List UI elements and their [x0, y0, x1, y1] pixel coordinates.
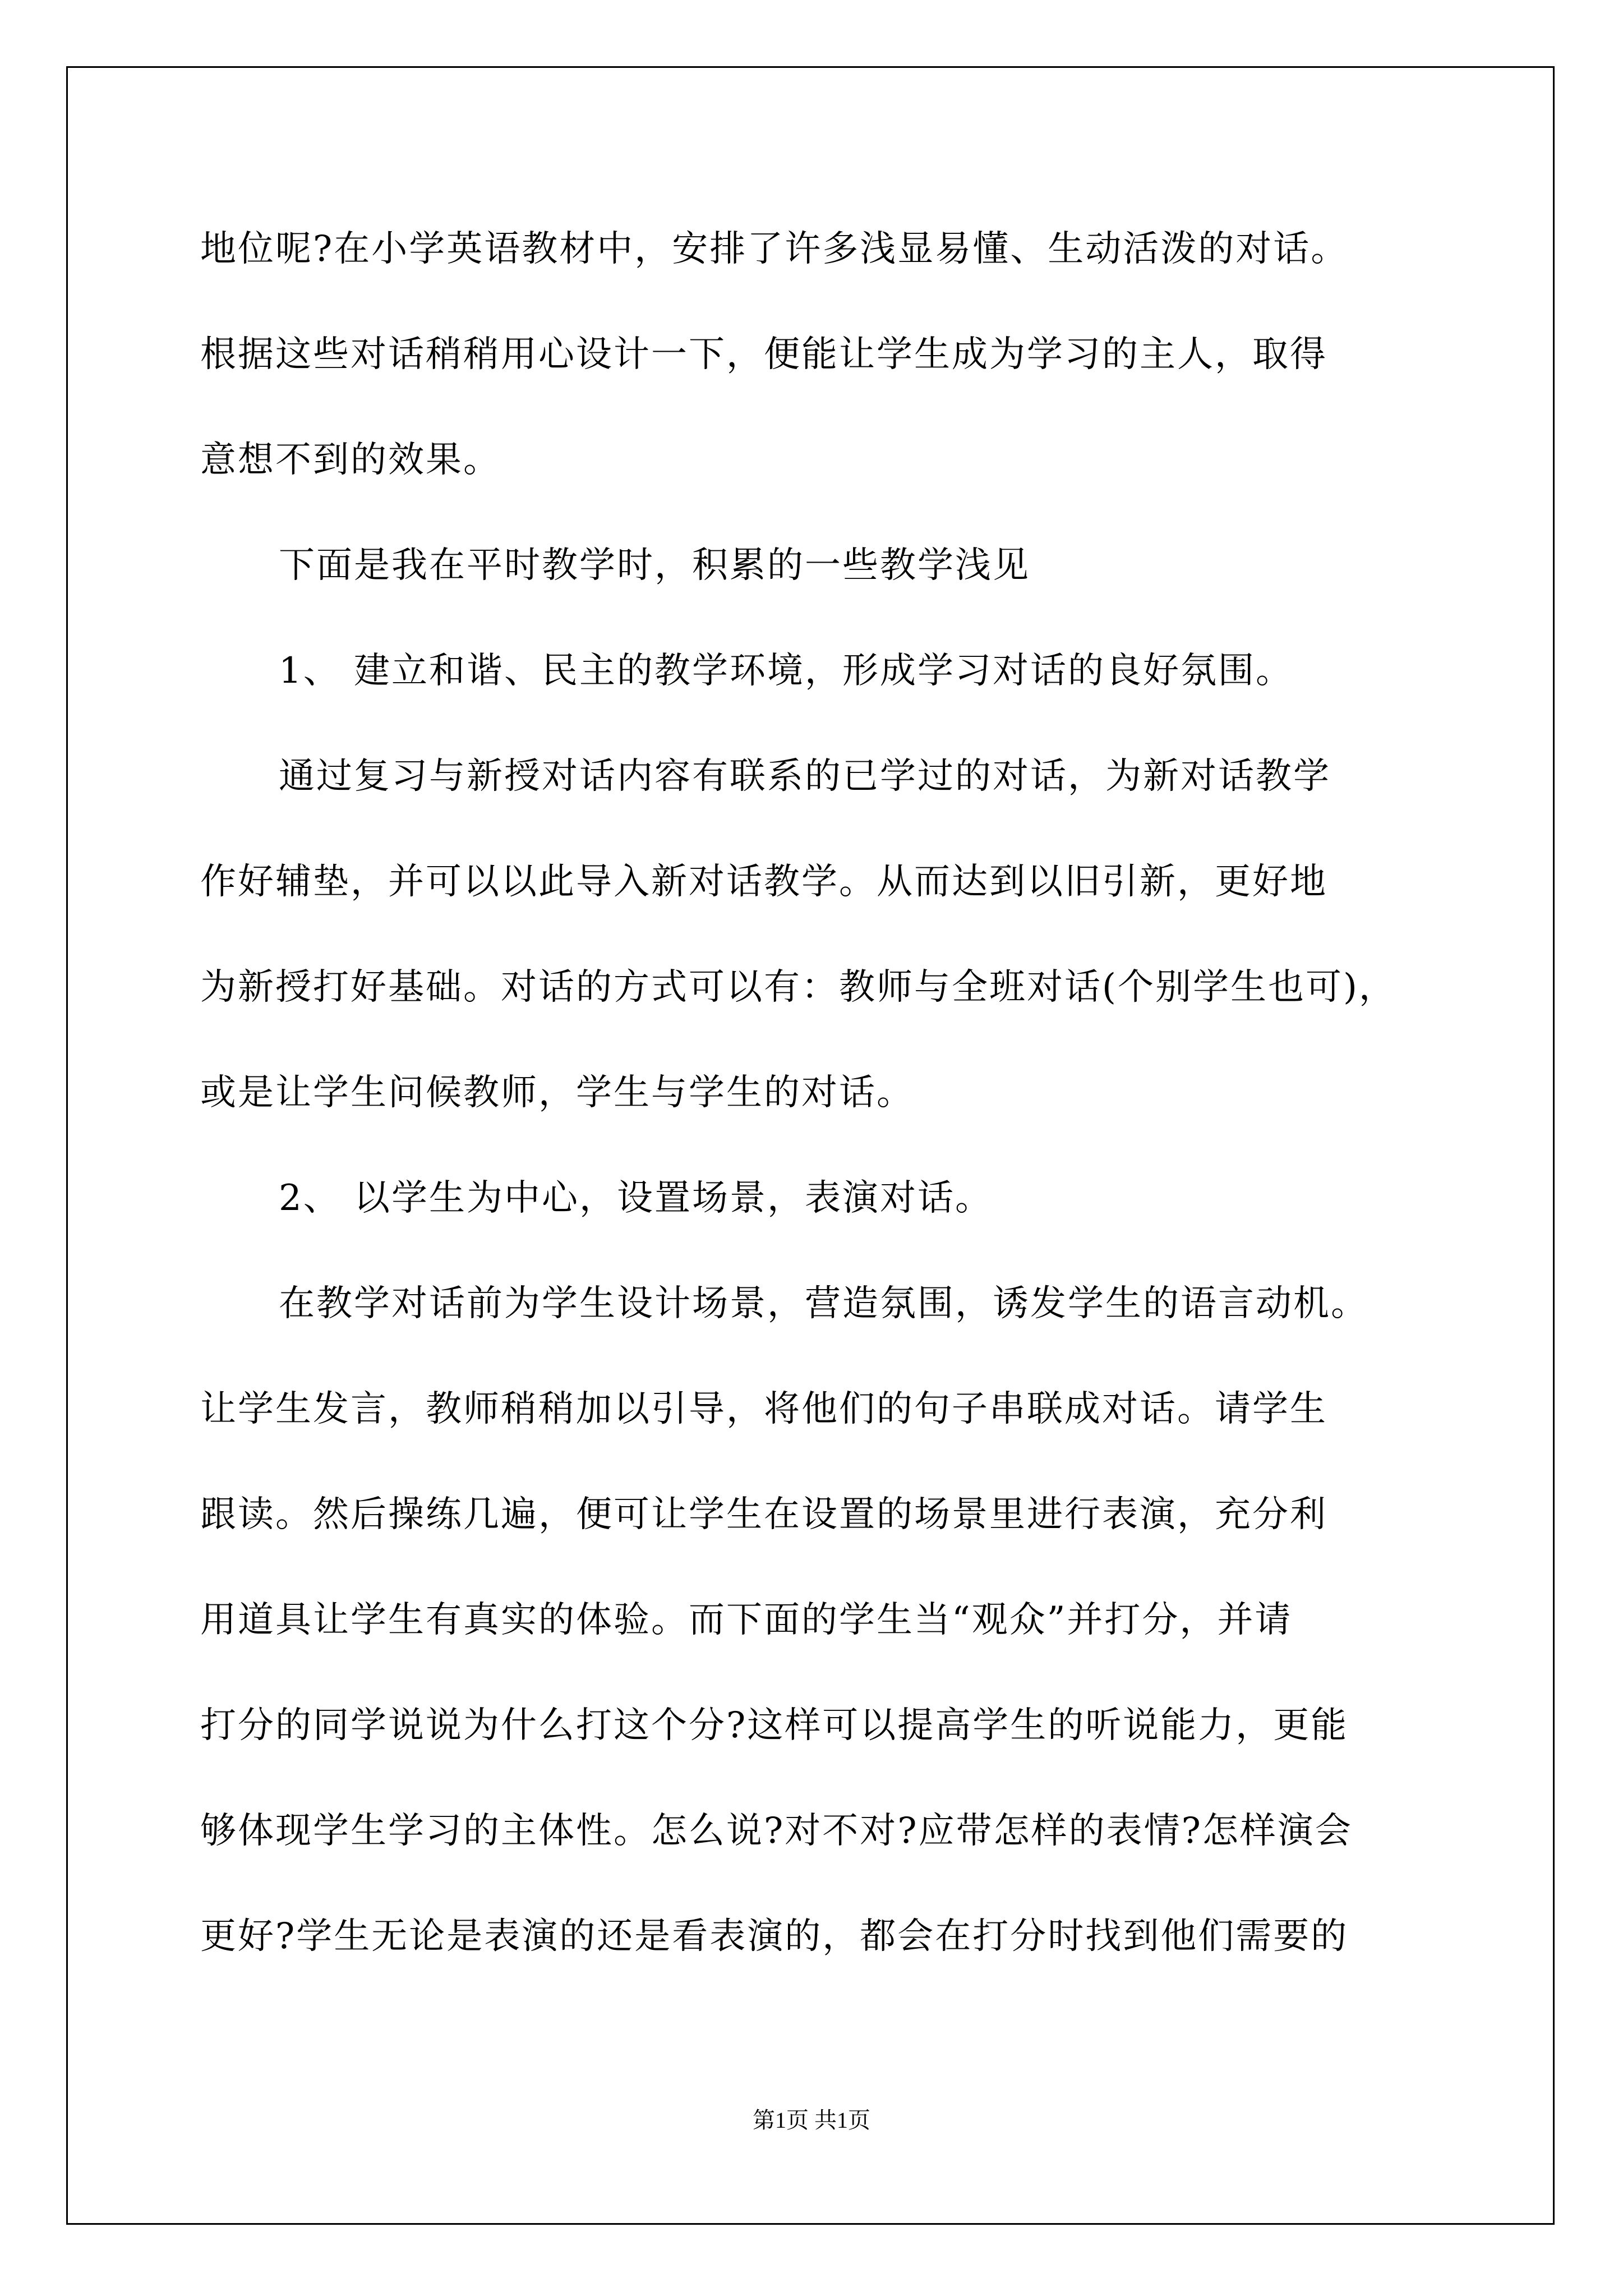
section-heading-1: 1、 建立和谐、民主的教学环境，形成学习对话的良好氛围。	[279, 650, 1294, 692]
paragraph-intro: 下面是我在平时教学时，积累的一些教学浅见	[279, 545, 1030, 586]
text-line: 打分的同学说说为什么打这个分?这样可以提高学生的听说能力，更能	[200, 1705, 1349, 1746]
text-line: 意想不到的效果。	[200, 439, 501, 481]
text-line: 跟读。然后操练几遍，便可让学生在设置的场景里进行表演，充分利	[200, 1494, 1327, 1535]
text-line: 用道具让学生有真实的体验。而下面的学生当“观众”并打分，并请	[200, 1599, 1293, 1641]
text-line: 更好?学生无论是表演的还是看表演的，都会在打分时找到他们需要的	[200, 1916, 1349, 1957]
text-line: 地位呢?在小学英语教材中，安排了许多浅显易懂、生动活泼的对话。	[200, 228, 1349, 270]
document-body	[200, 196, 1451, 1989]
text-line: 或是让学生问候教师，学生与学生的对话。	[200, 1072, 914, 1114]
text-line: 让学生发言，教师稍稍加以引导，将他们的句子串联成对话。请学生	[200, 1388, 1327, 1430]
page-number-footer: 第1页 共1页	[753, 2108, 870, 2133]
text-line: 为新授打好基础。对话的方式可以有：教师与全班对话(个别学生也可)，	[200, 967, 1396, 1008]
text-line: 通过复习与新授对话内容有联系的已学过的对话，为新对话教学	[279, 756, 1331, 797]
text-line: 够体现学生学习的主体性。怎么说?对不对?应带怎样的表情?怎样演会	[200, 1810, 1353, 1852]
section-heading-2: 2、 以学生为中心，设置场景，表演对话。	[279, 1177, 993, 1219]
text-line: 在教学对话前为学生设计场景，营造氛围，诱发学生的语言动机。	[279, 1283, 1368, 1324]
text-line: 根据这些对话稍稍用心设计一下，便能让学生成为学习的主人，取得	[200, 334, 1327, 375]
text-line: 作好辅垫，并可以以此导入新对话教学。从而达到以旧引新，更好地	[200, 861, 1327, 903]
